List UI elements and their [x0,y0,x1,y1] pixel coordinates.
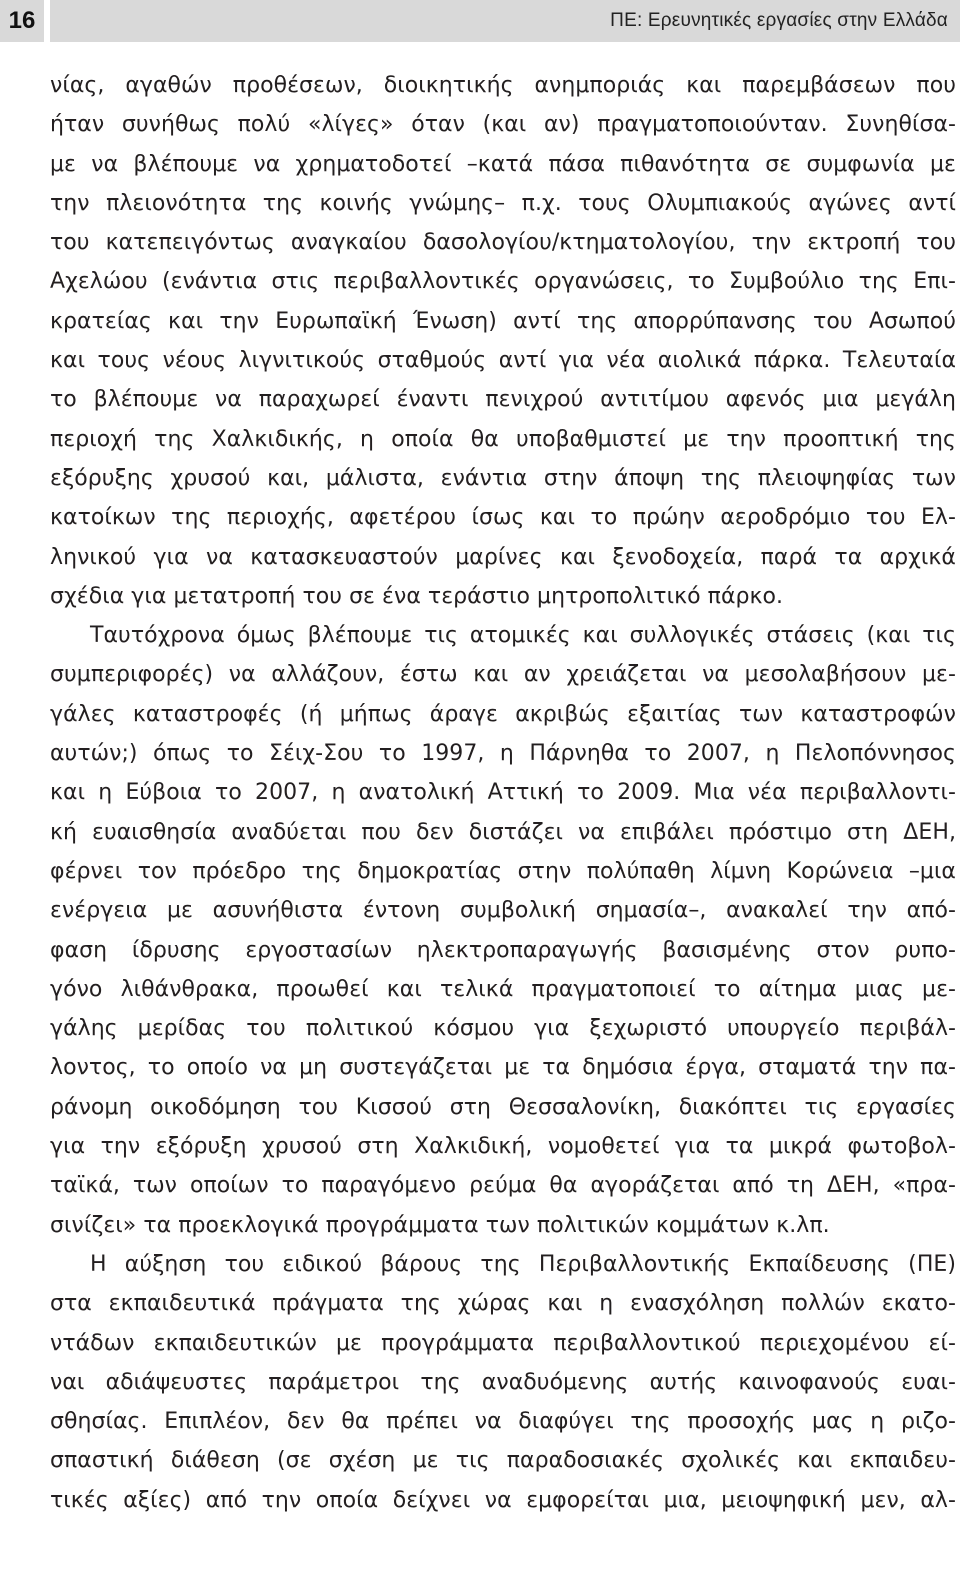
text-line: με να βλέπουμε να χρηματοδοτεί –κατά πάσα πιθανότητα σε συμφωνία με [50,151,956,177]
running-header [0,0,960,42]
body-text [50,66,956,1520]
text-line: εξόρυξης χρυσού και, μάλιστα, ενάντια στην άποψη της πλειοψηφίας των [50,465,956,491]
text-line: φέρνει τον πρόεδρο της δημοκρατίας στην πολύπαθη λίμνη Κορώνεια –μια [50,858,956,884]
text-line: κή ευαισθησία αναδύεται που δεν διστάζει να επιβάλει πρόστιμο στη ΔΕΗ, [50,819,956,845]
text-line: σπαστική διάθεση (σε σχέση με τις παραδοσιακές σχολικές και εκπαιδευ- [50,1448,956,1474]
text-line: ληνικού για να κατασκευαστούν μαρίνες και ξενοδοχεία, παρά τα αρχικά [50,544,956,570]
text-line: τικές αξίες) από την οποία δείχνει να εμφορείται μια, μειοψηφική μεν, αλ- [50,1487,956,1513]
text-line: ήταν συνήθως πολύ «λίγες» όταν (και αν) πραγματοποιούνταν. Συνηθίσα- [50,112,956,138]
text-line: λοντος, το οποίο να μη συστεγάζεται με τα δημόσια έργα, σταματά την πα- [50,1055,956,1081]
text-line: φαση ίδρυσης εργοστασίων ηλεκτροπαραγωγής βασισμένης στον ρυπο- [50,937,956,963]
text-line: ναι αδιάψευστες παράμετροι της αναδυόμενης αυτής καινοφανούς ευαι- [50,1369,956,1395]
text-line: σχέδια για μετατροπή του σε ένα τεράστιο μητροπολιτικό πάρκο. [50,583,784,609]
text-line: το βλέπουμε να παραχωρεί έναντι πενιχρού αντιτίμου αφενός μια μεγάλη [50,387,956,413]
text-line: σθησίας. Επιπλέον, δεν θα πρέπει να διαφύγει της προσοχής μας η ριζο- [50,1409,956,1435]
text-line: του κατεπειγόντως αναγκαίου δασολογίου/κτηματολογίου, την εκτροπή του [50,230,956,256]
text-line: Αχελώου (ενάντια στις περιβαλλοντικές οργανώσεις, το Συμβούλιο της Επι- [50,269,956,295]
running-title: ΠΕ: Ερευνητικές εργασίες στην Ελλάδα [610,10,948,31]
text-line: ενέργεια με ασυνήθιστα έντονη συμβολική σημασία–, ανακαλεί την από- [50,898,956,924]
text-line: σινίζει» τα προεκλογικά προγράμματα των πολιτικών κομμάτων κ.λπ. [50,1212,830,1238]
text-line: κρατείας και την Ευρωπαϊκή Ένωση) αντί της απορρύπανσης του Ασωπού [50,308,956,334]
text-line: γάλες καταστροφές (ή μήπως άραγε ακριβώς εξαιτίας των καταστροφών [50,701,956,727]
header-divider [44,0,50,42]
text-line: Ταυτόχρονα όμως βλέπουμε τις ατομικές και συλλογικές στάσεις (και τις [90,623,956,649]
text-line: περιοχή της Χαλκιδικής, η οποία θα υποβαθμιστεί με την προοπτική της [50,426,956,452]
page-number: 16 [8,7,36,34]
text-line: την πλειονότητα της κοινής γνώμης– π.χ. τους Ολυμπιακούς αγώνες αντί [50,190,956,216]
text-line: στα εκπαιδευτικά πράγματα της χώρας και η ενασχόληση πολλών εκατο- [50,1291,956,1317]
text-line: ταϊκά, των οποίων το παραγόμενο ρεύμα θα αγοράζεται από τη ΔΕΗ, «πρα- [50,1173,956,1199]
text-line: Η αύξηση του ειδικού βάρους της Περιβαλλοντικής Εκπαίδευσης (ΠΕ) [90,1251,956,1277]
text-line: νίας, αγαθών προθέσεων, διοικητικής ανημποριάς και παρεμβάσεων που [50,73,956,98]
text-line: κατοίκων της περιοχής, αφετέρου ίσως και το πρώην αεροδρόμιο του Ελ- [50,505,956,531]
text-line: συμπεριφορές) να αλλάζουν, έστω και αν χρειάζεται να μεσολαβήσουν με- [50,662,956,688]
text-line: για την εξόρυξη χρυσού στη Χαλκιδική, νομοθετεί για τα μικρά φωτοβολ- [50,1134,956,1160]
text-line: αυτών;) όπως το Σέιχ-Σου το 1997, η Πάρνηθα το 2007, η Πελοπόννησος [50,741,956,767]
text-line: ράνομη οικοδόμηση του Κισσού στη Θεσσαλονίκη, διακόπτει τις εργασίες [50,1094,956,1120]
text-line: ντάδων εκπαιδευτικών με προγράμματα περιβαλλοντικού περιεχομένου εί- [50,1330,956,1356]
text-line: γάλης μερίδας του πολιτικού κόσμου για ξεχωριστό υπουργείο περιβάλ- [50,1016,956,1042]
text-line: και η Εύβοια το 2007, η ανατολική Αττική το 2009. Μια νέα περιβαλλοντι- [50,780,956,806]
text-line: και τους νέους λιγνιτικούς σταθμούς αντί για νέα αιολικά πάρκα. Τελευταία [50,348,956,374]
text-line: γόνο λιθάνθρακα, προωθεί και τελικά πραγματοποιεί το αίτημα μιας με- [50,976,956,1002]
